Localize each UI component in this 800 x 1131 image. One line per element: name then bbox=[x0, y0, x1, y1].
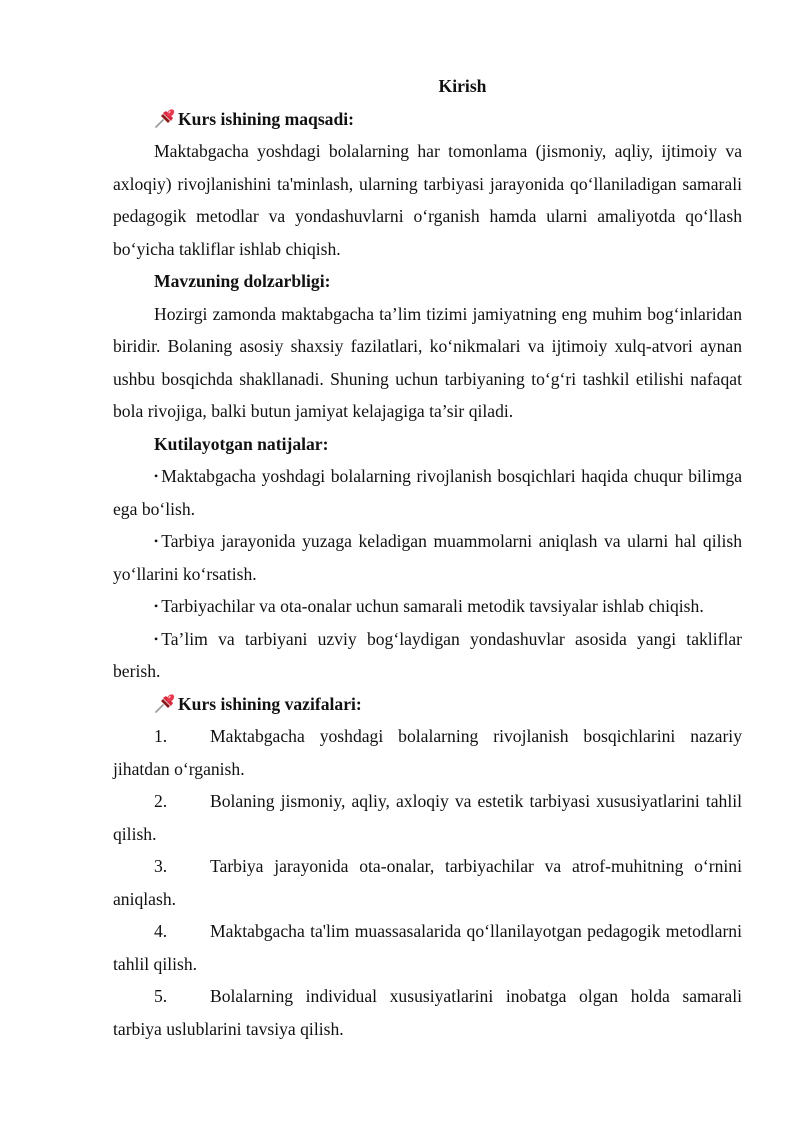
result-item-text: Maktabgacha yoshdagi bolalarning rivojlanish bosqichlari haqida chuqur bilimga ega bo‘lish. bbox=[113, 466, 742, 519]
task-text: Bolalarning individual xususiyatlarini inobatga olgan holda samarali tarbiya uslublarini tavsiya qilish. bbox=[113, 986, 742, 1039]
pushpin-icon bbox=[154, 691, 176, 711]
task-number: 3. bbox=[154, 856, 168, 876]
task-item bbox=[113, 720, 742, 785]
goal-paragraph: Maktabgacha yoshdagi bolalarning har tomonlama (jismoniy, aqliy, ijtimoiy va axloqiy) rivojlanishini ta'minlash, ularning tarbiyasi jarayonida qo‘llaniladigan samarali pedagogik metodlar va yondashuvlarni o‘rganish hamda ularni amaliyotda qo‘llash bo‘yicha takliflar ishlab chiqish. bbox=[113, 141, 742, 259]
bullet-dot: • bbox=[154, 599, 159, 613]
result-item-text: Ta’lim va tarbiyani uzviy bog‘laydigan yondashuvlar asosida yangi takliflar berish. bbox=[113, 628, 742, 681]
document-content bbox=[113, 70, 742, 1045]
goal-heading-text: Kurs ishining maqsadi: bbox=[178, 108, 354, 129]
bullet-dot: • bbox=[154, 469, 159, 483]
relevance-paragraph: Hozirgi zamonda maktabgacha ta’lim tizimi jamiyatning eng muhim bog‘inlaridan biridir. Bolaning asosiy shaxsiy fazilatlari, ko‘nikmalari va ijtimoiy xulq-atvori aynan ushbu bosqichda shakllanadi. Shuning uchun tarbiyaning to‘g‘ri tashkil etilishi nafaqat bola rivojiga, balki butun jamiyat kelajagiga ta’sir qiladi. bbox=[113, 303, 742, 421]
task-number: 2. bbox=[154, 791, 168, 811]
tasks-heading bbox=[113, 688, 742, 721]
task-number: 5. bbox=[154, 986, 168, 1006]
task-item bbox=[113, 785, 742, 850]
task-text: Maktabgacha ta'lim muassasalarida qo‘llanilayotgan pedagogik metodlarni tahlil qilish. bbox=[113, 921, 742, 974]
goal-heading bbox=[113, 103, 742, 136]
page-title: Kirish bbox=[438, 76, 487, 96]
result-item bbox=[113, 525, 742, 590]
bullet-dot: • bbox=[154, 534, 159, 548]
result-item bbox=[113, 460, 742, 525]
task-number: 1. bbox=[154, 726, 168, 746]
pushpin-icon bbox=[154, 106, 176, 126]
tasks-heading-text: Kurs ishining vazifalari: bbox=[178, 693, 362, 714]
task-text: Bolaning jismoniy, aqliy, axloqiy va estetik tarbiyasi xususiyatlarini tahlil qilish. bbox=[113, 791, 742, 844]
results-heading: Kutilayotgan natijalar: bbox=[154, 433, 329, 454]
task-item bbox=[113, 980, 742, 1045]
relevance-heading: Mavzuning dolzarbligi: bbox=[154, 271, 331, 291]
task-item bbox=[113, 850, 742, 915]
result-item bbox=[113, 623, 742, 688]
result-item-text: Tarbiya jarayonida yuzaga keladigan muammolarni aniqlash va ularni hal qilish yo‘llarini ko‘rsatish. bbox=[113, 531, 742, 584]
bullet-dot: • bbox=[154, 631, 159, 646]
task-item bbox=[113, 915, 742, 980]
task-text: Tarbiya jarayonida ota-onalar, tarbiyachilar va atrof-muhitning o‘rnini aniqlash. bbox=[113, 856, 742, 909]
task-text: Maktabgacha yoshdagi bolalarning rivojlanish bosqichlarini nazariy jihatdan o‘rganish. bbox=[113, 726, 742, 779]
result-item bbox=[113, 590, 742, 623]
result-item-text: Tarbiyachilar va ota-onalar uchun samarali metodik tavsiyalar ishlab chiqish. bbox=[161, 596, 704, 616]
task-number: 4. bbox=[154, 921, 168, 941]
